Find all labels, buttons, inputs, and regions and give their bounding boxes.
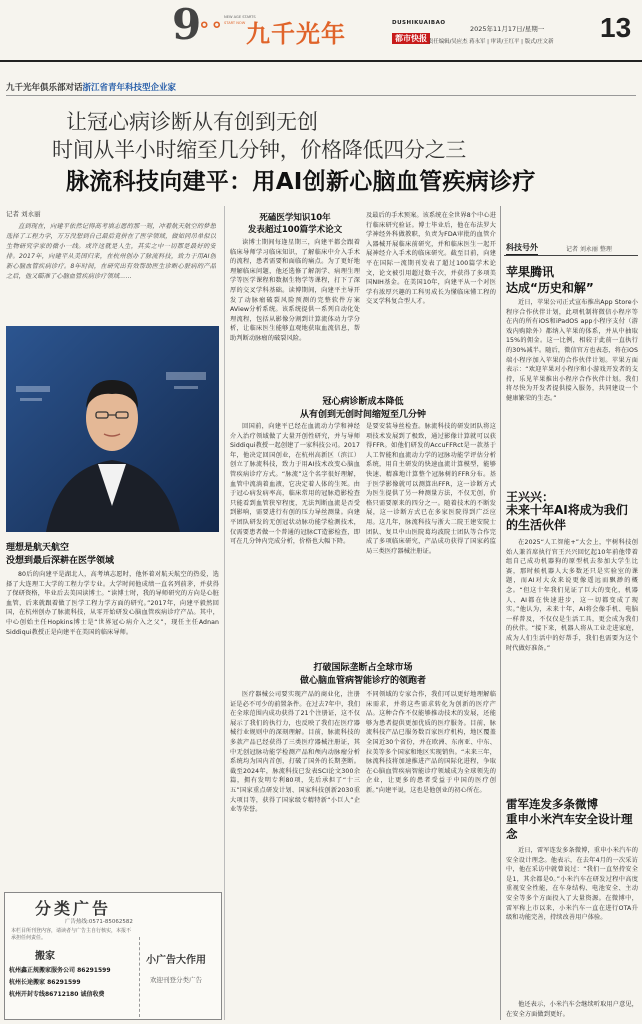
col1-body-text: 80后的向建平是湖北人，高考填志愿时，他怀着对航天航空的热爱，选择了大连理工大学的工程力学专业。大学时间他成绩一直名列前茅，并获得了保研资格，毕业后去美国读博士。“读博士时，我的导师研究的方向是心脏血管，后来就跟着做了医学工程力学方面的研究。”2017年，向建平毅然回国，在杭州创办了脉流科技，从零开始研发心脑血管疾病诊疗产品。其中，中心创始主任Hopkins博士是“世界冠心病介入之父”，现任主任Adnan Siddiqui教授正是向建平在美国的临床导师。 [6, 571, 219, 636]
date-line: 2025年11月17日/星期一 [470, 25, 545, 33]
sidebar-item2-text: 在2025“人工智能+”大会上，宇树科技创始人兼首席执行官王兴兴回忆起10年前他带着组自己成功机器狗的原型机去参加大学生比赛，那时候机器人大多数还只是实验室的课题，而AI对大众来说更像遥远而飘渺的概念。“但这十年我们见证了巨大的变化，机器人、AI都在快速进步，这一切都变成了现实。”他认为，未来十年，AI将会像手机、电脑一样普及，不仅仅是生活工具，更会成为我们的伙伴。“接下来，机器人将从工业走进家庭，成为人们生活中的好帮手，我们也需要为这个时代做好准备。” [506, 539, 638, 652]
section-label-highlight: 浙江省青年科技型企业家 [82, 83, 177, 93]
portrait-photo [6, 326, 219, 532]
column-divider-2 [500, 206, 501, 1020]
photo-caption-title1: 理想是航天航空 [6, 543, 70, 553]
masthead [0, 0, 642, 62]
subhead3-line2: 做心脑血管病智能诊疗的领跑者 [299, 676, 426, 686]
subhead3-line1: 打破国际垄断占全球市场 [313, 663, 413, 673]
col2-sub2-text: 回国前，向建平已经在血流动力学和神经介入治疗领域做了大量开创性研究，并与导师Siddiqui教授一起创建了一家科技公司。2017年，他决定回国创业，在杭州高新区（滨江）创立了脉流科技，致力于用AI技术改变心脑血管疾病诊疗方式。“脉流”这个名字很好理解，血管中流淌着血液，它决定着人体的生死。由于冠心病发病率高，临床常用的冠脉造影检查只能看到血管狭窄程度，无法判断血流是否受到影响，需要进行有创的压力导丝测量。向建平团队研发的无创冠状动脉功能学检测技术，仅需要患者做一个普通的冠脉CT造影检查，即可在几分钟内完成分析，价格也大幅下降。 [230, 423, 360, 546]
ad-note: 本栏目所刊登内容，请读者与广告主自行核实，本报不承担任何责任。 [11, 928, 132, 941]
sidebar-item2-title1: 王兴兴： [506, 490, 555, 504]
sidebar-top-rule [504, 255, 638, 256]
subhead1-line1: 死磕医学知识10年 [259, 213, 331, 223]
paper-en: DUSHIKUAIBAO [392, 20, 446, 26]
col3-sub1-text: 及最后的手术预案。该系统在全世界8个中心进行临床研究验证。博士毕业后，他在布法罗大学神经外科做教职，负责为FDA审批的血管介入器械开展临床前研究，并和临床医生一起开展神经介入手术的临床研究。截至目前，向建平在国际一流期刊发表了超过100篇学术论文，论文被引用超过数千次，并获得了多项美国NIH基金。在美国10年，向建平从一个对医学有浓厚兴趣的工科男成长为懂临床懂工程的交叉学科复合型人才。 [366, 212, 496, 306]
editors-line: 责任编辑/吴应杰 蒋永军 | 审读/王红平 | 版式/庄文新 [428, 39, 554, 45]
column-divider-1 [224, 206, 225, 1020]
sidebar-label: 科技号外 [506, 242, 538, 256]
sidebar-item1-title1: 苹果腾讯 [506, 265, 555, 279]
ad-title: 分类广告 [35, 899, 112, 918]
paper-cn: 都市快报 [392, 33, 430, 44]
ad-move-line-3: 杭州开封专线86712180 诚信收费 [9, 991, 105, 998]
brand-small-en2: START NOW [224, 21, 246, 25]
page-number: 13 [600, 12, 632, 43]
intro-text: 直到现在，向建平依然记得高考填志愿的那一刻，冲着航天航空的梦想选择了工程力学，万万没想到自己最后竟拼在了医学领域，做如同吊单似以生物研究学家的微小一线。或许这就是人生，其实之中一切都是最好的安排。2017年，向建平从美国归来，在杭州创办了脉流科技，致力于用AI创新心脑血管疾病诊疗。8年时间，在研究出有效帮助医生诊断心脏病的产品之后，他又瞄准了心脑血管疾病诊疗领域…… [6, 223, 216, 280]
subhead2-line1: 冠心病诊断成本降低 [322, 397, 404, 407]
portrait-illustration [6, 326, 219, 532]
sidebar-item1-text: 近日，苹果公司正式宣布推出App Store小程序合作伙伴计划，此项机制将微信小程序等在内的所有iOS和iPadOS app小程序支付（游戏内购除外）都纳入苹果的体系，并从中抽取15%的佣金。这一比例，相较于此前一直执行的30%减半。随后，微信官方也表态，将在iOS端小程序加入苹果的合作伙伴计划。苹果方面表示：“欢迎苹果对小程序和小游戏开发者的支持，乐见苹果推出小程序合作伙伴计划。我们将尽快为开发者提供接入服务，共同建设一个健康繁荣的生态。” [506, 299, 638, 402]
col3-sub2-text: 是要安装导丝检查。脉流科技的研发团队将这项技术发展到了极致，通过影像计算就可以获得FFR。如他们研发的AccuFFRct是一款基于人工智能和血流动力学的冠脉功能学评估分析系统，用自主研发的快速血流计算模型，能够快速、精准地计算整个冠脉树的FFR分布。基于医学影像就可以测算出FFR，这一诊断方式为医生提供了另一种测量方法，不仅无创，价格只需要原来的四分之一。随着技术的不断发展，这一诊断方式已在多家医院得到广泛应用。这几年，脉流科技与浙大二院王建安院士团队、复旦中山医院葛均波院士团队等合作完成了多项临床研究，产品成功获得了国家药监局三类医疗器械注册证。 [366, 423, 496, 555]
sidebar-item2-title2: 未来十年AI将成为我们的生活伙伴 [506, 503, 628, 532]
brand-small-en: NEW AGE STARTS [224, 15, 256, 19]
brand-dots: ∘∘ [198, 12, 224, 36]
sidebar-item3-title1: 雷军连发多条微博 [506, 797, 598, 811]
col2-sub3-text: 医疗器械公司要实现产品的商业化，注册证是必不可少的前置条件。在过去7年中，我们在全球范围内成功获得了21个注册证，这不仅展示了我们的执行力，也反映了我们在医疗器械行业规则中的深刻理解。目前，脉流科技的多款产品已经获得了三类医疗器械注册证，其中无创冠脉功能学检测产品和颅内动脉瘤分析系统均为国内首创，打破了国外的长期垄断。截至2024年，脉流科技已发表SCI论文300余篇，拥有发明专利80项，先后承担了“十三五”国家重点研发计划、国家科技创新2030重大项目等，获得了国家级专精特新“小巨人”企业等荣誉。 [230, 691, 360, 814]
col3-sub3-text: 不同领域的专家合作，我们可以更好地理解临床需求，并将这些需求转化为创新的医疗产品。这种合作不仅能够推动技术的发展，还能够为患者提供更加优质的医疗服务。目前，脉流科技产品已服务数百家医疗机构，地区覆盖全国近30个省份，并在欧洲、东南亚、中东、拉美等多个国家和地区实现销售。“未来三年，脉流科技将加速推进产品的国际化进程，争取在心脑血管疾病智能诊疗领域成为全球领先的企业，让更多的患者受益于中国的医疗创新。”向建平说，这也是他创业的初心所在。 [366, 691, 496, 794]
ad-hotline: 广告热线:0571-85062582 [65, 919, 133, 925]
subhead1-line2: 发表超过100篇学术论文 [247, 225, 343, 235]
reporter-byline: 记者 刘永丽 [6, 210, 41, 218]
brand-digit: 9 [172, 0, 202, 49]
masthead-divider [0, 60, 642, 62]
section-label [6, 81, 176, 93]
sidebar-byline: 记者 刘永丽 整理 [566, 246, 612, 253]
small-ad-sub: 欢迎刊登分类广告 [150, 976, 202, 984]
sidebar-item3-text2: 他还表示，小米汽车会继续听取用户意见，在安全方面做到更好。 [506, 1001, 638, 1018]
sidebar-item1-title2: 达成“历史和解” [506, 281, 594, 295]
small-ad-title: 小广告大作用 [146, 955, 206, 966]
section-label-prefix: 九千光年俱乐部对话 [6, 83, 83, 93]
ad-move-line-1: 杭州鑫正规搬家服务公司 86291599 [9, 967, 111, 974]
brand-logo [172, 0, 372, 52]
ad-move-line-2: 杭州长途搬家 86291599 [9, 979, 81, 986]
brand-big: 九千光年 [246, 20, 346, 48]
headline-main: 脉流科技向建平：用AI创新心脑血管疾病诊疗 [66, 169, 536, 195]
sidebar-item3-title2: 重申小米汽车安全设计理念 [506, 812, 633, 841]
col2-sub1-text: 读博士期间每逢星期三，向建平都会跟着临床导师学习临床知识，了解临床中介入手术的流程，患者需要和面临的痛点。为了更好地理解临床问题，他还选修了解剖学、病理生理学等医学课程和数据生物学等课程，打下了深厚的交叉学科基础。读博期间，向建平主导开发了动脉瘤破裂风险预测的完整软件方案AView分析系统。该系统提供一系列自动化处理流程，包括从影像分割到计算流体动力学分析，让临床医生能够直观地获取血流信息，帮助判断动脉瘤的破裂风险。 [230, 239, 360, 342]
classified-ad-block [4, 892, 222, 1020]
photo-caption-title2: 没想到最后深耕在医学领域 [6, 556, 115, 566]
headline-line2: 时间从半小时缩至几分钟，价格降低四分之三 [52, 138, 466, 162]
subhead2-line2: 从有创到无创时间缩短至几分钟 [299, 410, 426, 420]
section-underline [6, 95, 636, 96]
headline-line1: 让冠心病诊断从有创到无创 [66, 110, 318, 134]
ad-move-label: 搬家 [35, 951, 55, 962]
sidebar-item3-text: 近日，雷军连发多条微博，重申小米汽车的安全设计理念。他表示，在去年4月的一次采访中，他在采访中就曾说过：“我们一直坚持安全是1，其余都是0。”小米汽车在研发过程中高度重视安全性能，在车身结构、电池安全、主动安全等多个方面投入了大量资源。在微博中，雷军称上市以来，小米汽车一直在进行OTA升级和功能完善，持续改善用户体验。 [506, 847, 638, 922]
small-ad-box [139, 937, 219, 1017]
